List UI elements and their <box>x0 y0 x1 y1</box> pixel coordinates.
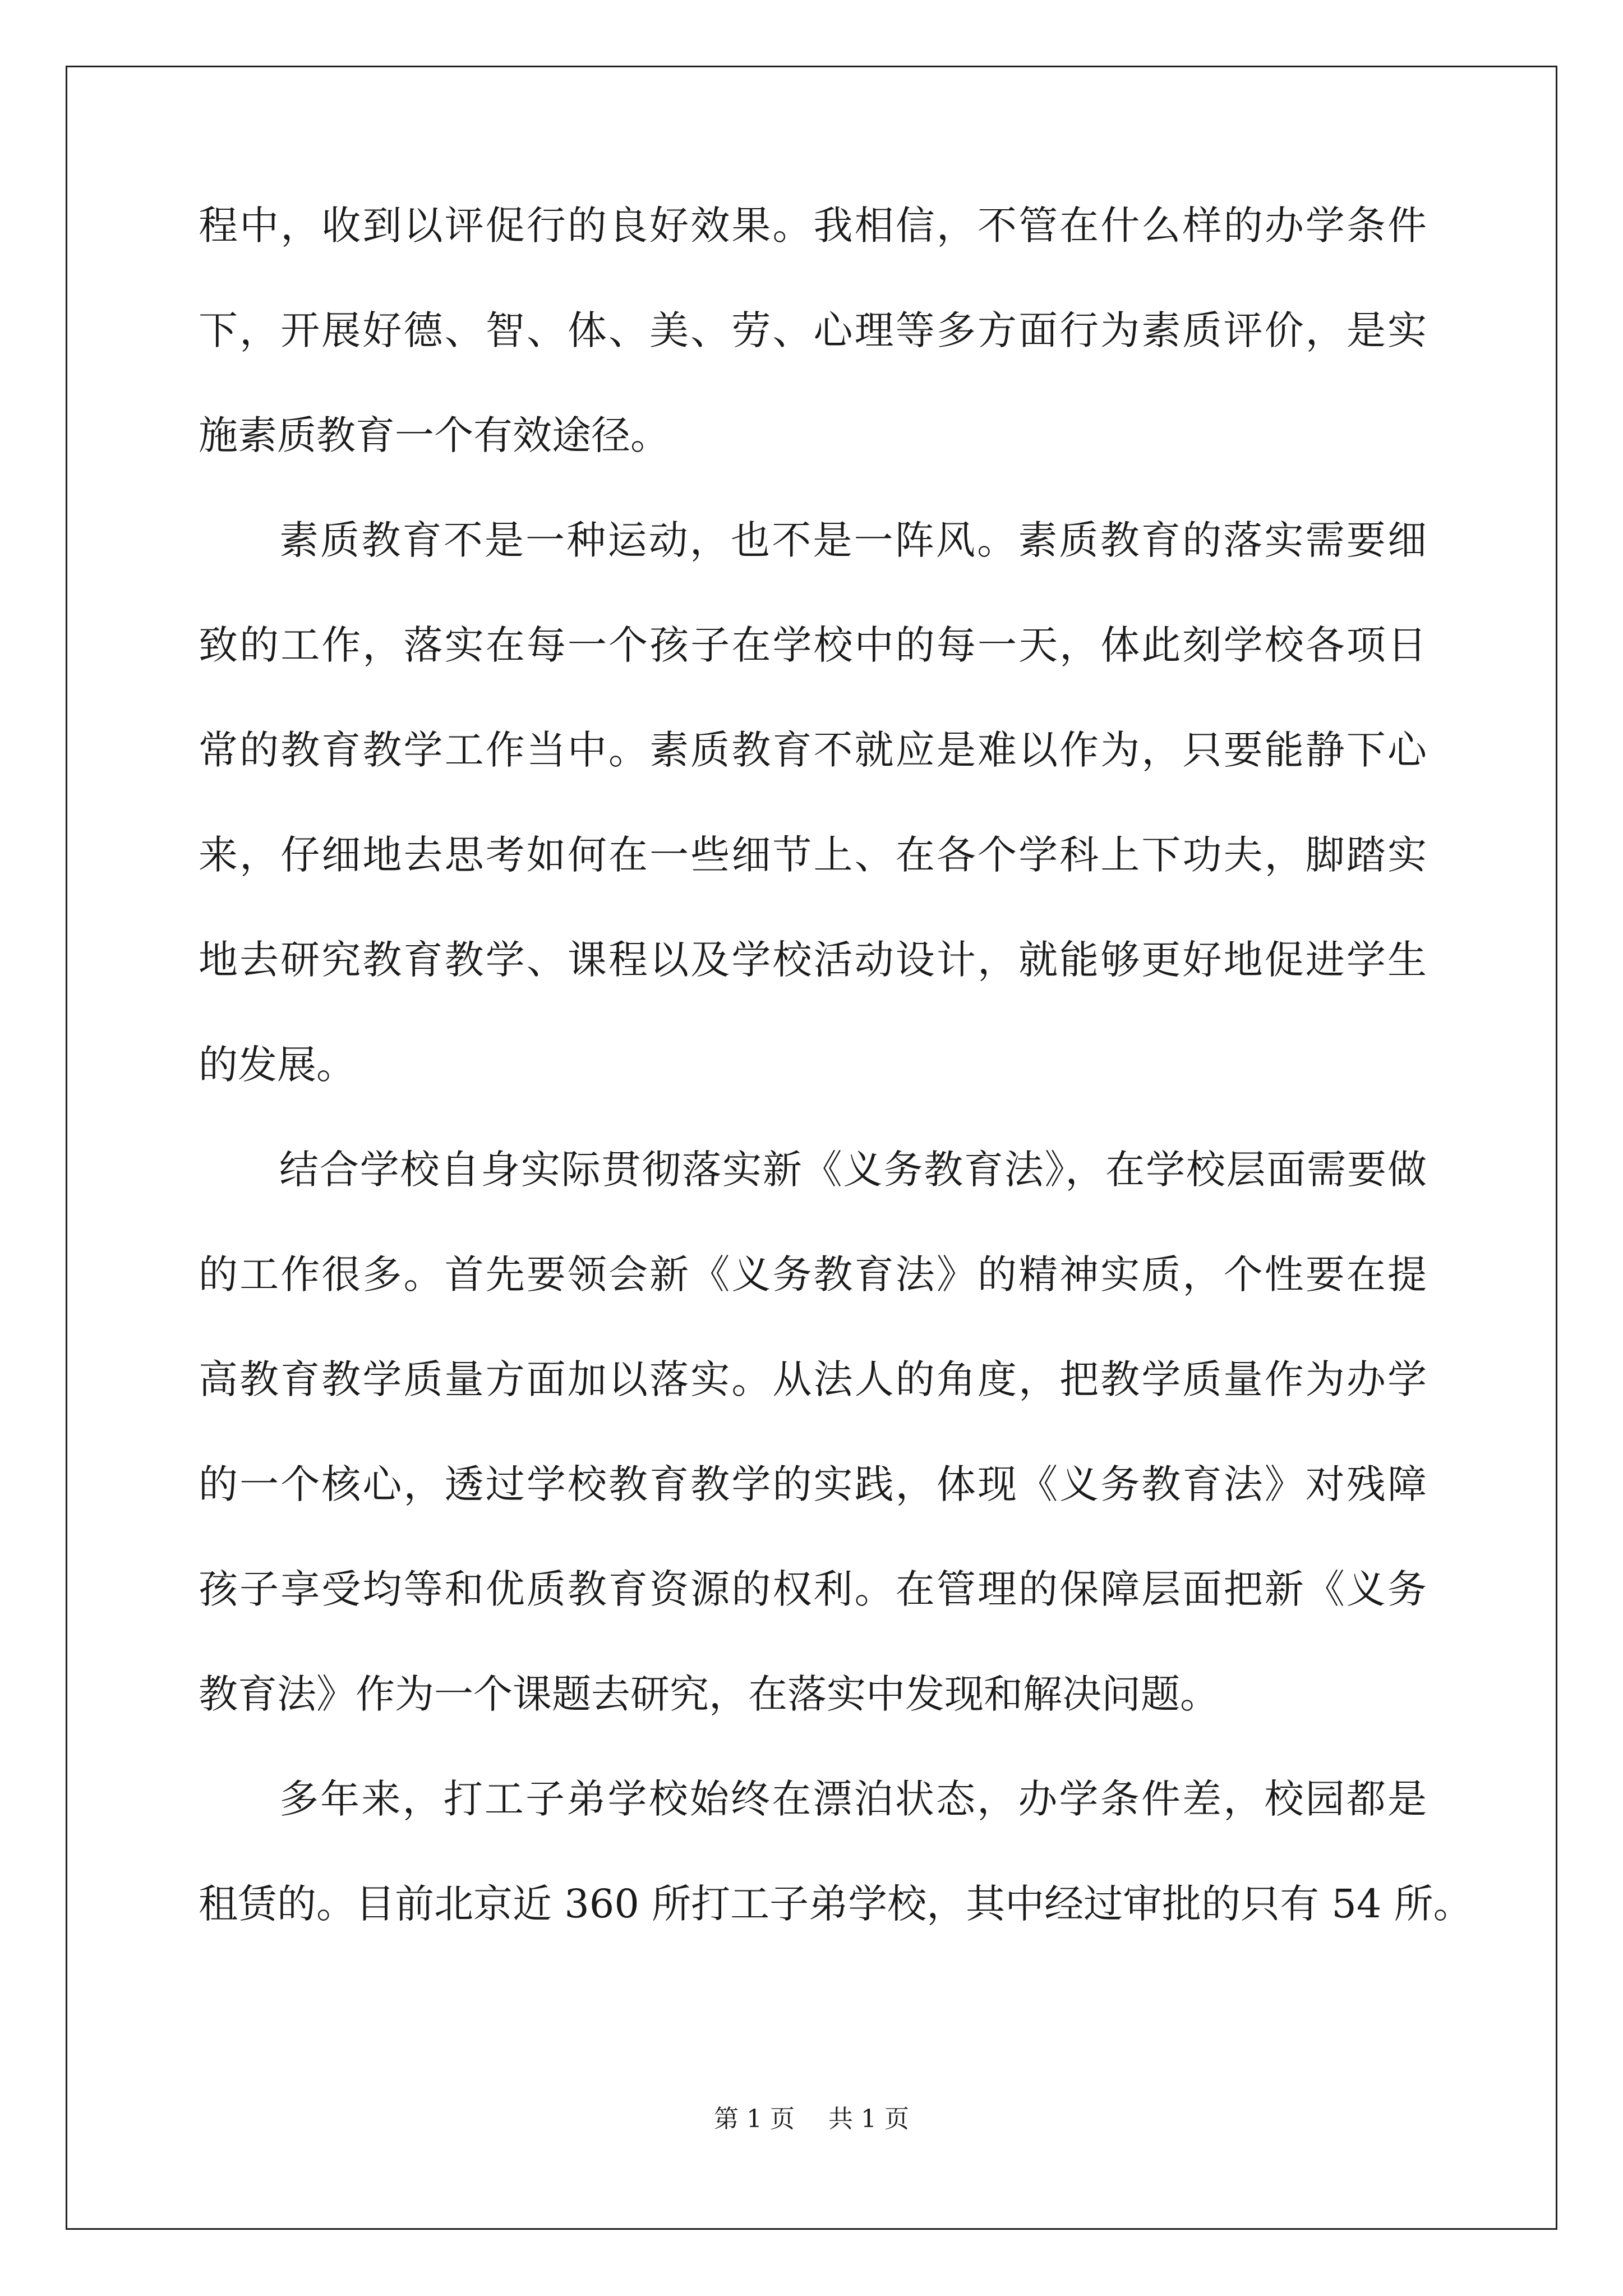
text-line: 施素质教育一个有效途径。 <box>199 412 670 458</box>
text-line: 多年来，打工子弟学校始终在漂泊状态，办学条件差，校园都是 <box>279 1776 1427 1822</box>
text-line: 结合学校自身实际贯彻落实新《义务教育法》，在学校层面需要做 <box>279 1147 1427 1193</box>
page-footer <box>0 2102 1623 2136</box>
page-number: 第 1 页 <box>714 2105 795 2133</box>
text-line: 教育法》作为一个课题去研究，在落实中发现和解决问题。 <box>199 1671 1219 1717</box>
text-line: 高教育教学质量方面加以落实。从法人的角度，把教学质量作为办学 <box>199 1356 1427 1402</box>
text-line: 的一个核心，透过学校教育教学的实践，体现《义务教育法》对残障 <box>199 1461 1427 1507</box>
paragraph <box>199 514 1427 1092</box>
text-line: 致的工作，落实在每一个孩子在学校中的每一天，体此刻学校各项日 <box>199 622 1427 668</box>
text-line: 孩子享受均等和优质教育资源的权利。在管理的保障层面把新《义务 <box>199 1566 1427 1612</box>
text-line: 来，仔细地去思考如何在一些细节上、在各个学科上下功夫，脚踏实 <box>199 832 1427 878</box>
text-line: 素质教育不是一种运动，也不是一阵风。素质教育的落实需要细 <box>279 517 1427 563</box>
paragraph <box>199 199 1427 462</box>
text-line: 的发展。 <box>199 1042 356 1088</box>
paragraph <box>199 1143 1427 1721</box>
paragraph <box>199 1773 1473 1931</box>
text-line: 常的教育教学工作当中。素质教育不就应是难以作为，只要能静下心 <box>199 727 1427 773</box>
text-line: 下，开展好德、智、体、美、劳、心理等多方面行为素质评价，是实 <box>199 307 1427 353</box>
page-total: 共 1 页 <box>828 2105 909 2133</box>
text-line: 程中，收到以评促行的良好效果。我相信，不管在什么样的办学条件 <box>199 203 1427 249</box>
text-line: 地去研究教育教学、课程以及学校活动设计，就能够更好地促进学生 <box>199 937 1427 983</box>
document-body <box>199 199 1473 1982</box>
text-line: 租赁的。目前北京近 360 所打工子弟学校，其中经过审批的只有 54 所。 <box>199 1881 1473 1927</box>
text-line: 的工作很多。首先要领会新《义务教育法》的精神实质，个性要在提 <box>199 1251 1427 1297</box>
